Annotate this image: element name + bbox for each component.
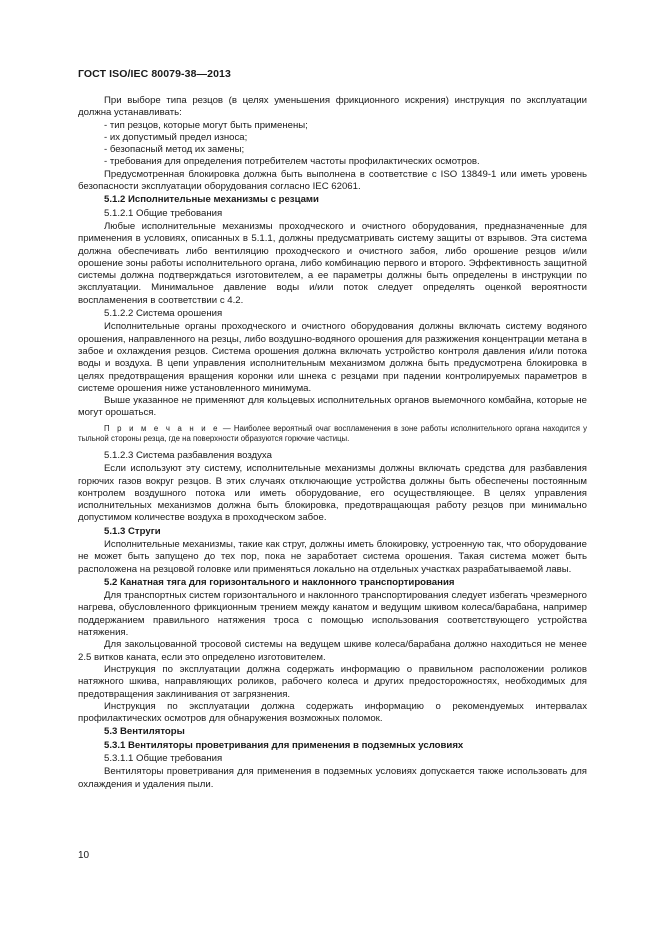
list-item: - безопасный метод их замены; [104,144,245,156]
paragraph: Исполнительные органы проходческого и очистного оборудования должны включать систему водяного орошения, направленного на резцы, либо воздушно-водяного орошения для разжижения концентрации метана в забое и охлаждения резцов. Система орошения должна включать устройство контроля давления и/или потока воды и воздуха. В цепи управления исполнительным механизмом должна быть предусмотрена блокировка в целях предотвращения вращения коронки или шнека с резцами при падении контролируемых параметров в системе орошения ниже установленного минимума. [78,321,587,394]
paragraph: Для транспортных систем горизонтального и наклонного транспортирования следует избегать чрезмерного нагрева, обусловленного фрикционным трением между канатом и ведущим шкивом колеса/барабана, например поддержанием правильного натяжения троса с помощью использования соответствующего устройства натяжения. [78,590,587,639]
paragraph: Инструкция по эксплуатации должна содержать информацию о правильном расположении роликов натяжного шкива, направляющих роликов, рабочего колеса и других предосторожностях, необходимых для предотвращения заклинивания от загрязнения. [78,663,587,700]
paragraph: Вентиляторы проветривания для применения в подземных условиях допускается также использовать для охлаждения и удаления пыли. [78,766,587,790]
paragraph: Для закольцованной тросовой системы на ведущем шкиве колеса/барабана должно находиться не менее 2.5 витков каната, если это определено изготовителем. [78,639,587,663]
paragraph: При выборе типа резцов (в целях уменьшения фрикционного искрения) инструкция по эксплуатации должна устанавливать: [78,95,587,119]
paragraph: Инструкция по эксплуатации должна содержать информацию о рекомендуемых интервалах профилактических осмотров для обнаружения возможных поломок. [78,700,587,725]
list-item: - тип резцов, которые могут быть применены; [104,119,308,131]
note [78,424,587,445]
subsection-heading-5-1-2-2: 5.1.2.2 Система орошения [104,308,223,320]
paragraph: Исполнительные механизмы, такие как струг, должны иметь блокировку, устроенную так, что оборудование не может быть запущено до тех пор, пока не заработает система орошения. Такая система может быть расположена на резцовой головке или применяться локально на отдельных участках разрабатываемой лавы. [78,538,587,575]
note-text: — Наиболее вероятный очаг воспламенения в зоне работы исполнительного органа находится у тыльной стороны резца, где на поверхности образуются горючие частицы. [78,423,587,444]
subsection-heading-5-1-2-3: 5.1.2.3 Система разбавления воздуха [104,449,272,461]
paragraph: Выше указанное не применяют для кольцевых исполнительных органов выемочного комбайна, которые не могут орошаться. [78,395,587,419]
section-heading-5-3-1: 5.3.1 Вентиляторы проветривания для применения в подземных условиях [104,739,464,751]
section-heading-5-1-3: 5.1.3 Струги [104,525,161,537]
section-heading-5-3: 5.3 Вентиляторы [104,726,185,738]
page-number: 10 [78,850,90,861]
section-heading-5-1-2: 5.1.2 Исполнительные механизмы с резцами [104,194,319,206]
paragraph: Любые исполнительные механизмы проходческого и очистного оборудования, предназначенные для применения в условиях, описанных в 5.1.1, должны предусматривать систему защиты от взрывов. Эта система должна обеспечивать либо вентиляцию проходческого и очистного забоя, либо орошение резцов и/или орошение зоны работы исполнительного органа, либо комбинацию первого и второго. Эффективность защитной системы должна подтверждаться изготовителем, а ее параметры должны быть определены в инструкции по эксплуатации. Минимальное давление воды и/или поток следует определять оценкой вероятности воспламенения в соответствии с 4.2. [78,220,587,306]
note-label: П р и м е ч а н и е [104,423,220,433]
paragraph: Если используют эту систему, исполнительные механизмы должны включать средства для разбавления горючих газов вокруг резцов. В этих случаях отключающие устройства должны быть обеспечены постоянным контролем воздушного потока или иметь оборудование, его осуществляющее. В целях управления исполнительных механизмов должна быть блокировка, предотвращающая работу резцов при минимально допустимом количестве воздуха в проходческом забое. [78,463,587,524]
subsection-heading-5-1-2-1: 5.1.2.1 Общие требования [104,207,223,219]
list-item: - требования для определения потребителем частоты профилактических осмотров. [104,156,480,168]
document-body [78,95,587,791]
subsection-heading-5-3-1-1: 5.3.1.1 Общие требования [104,753,223,765]
document-header: ГОСТ ISO/IEC 80079-38—2013 [78,68,231,80]
paragraph: Предусмотренная блокировка должна быть выполнена в соответствие с ISO 13849-1 или иметь уровень безопасности эксплуатации оборудования согласно IEC 62061. [78,168,587,193]
list-item: - их допустимый предел износа; [104,131,248,143]
section-heading-5-2: 5.2 Канатная тяга для горизонтального и наклонного транспортирования [104,576,455,588]
